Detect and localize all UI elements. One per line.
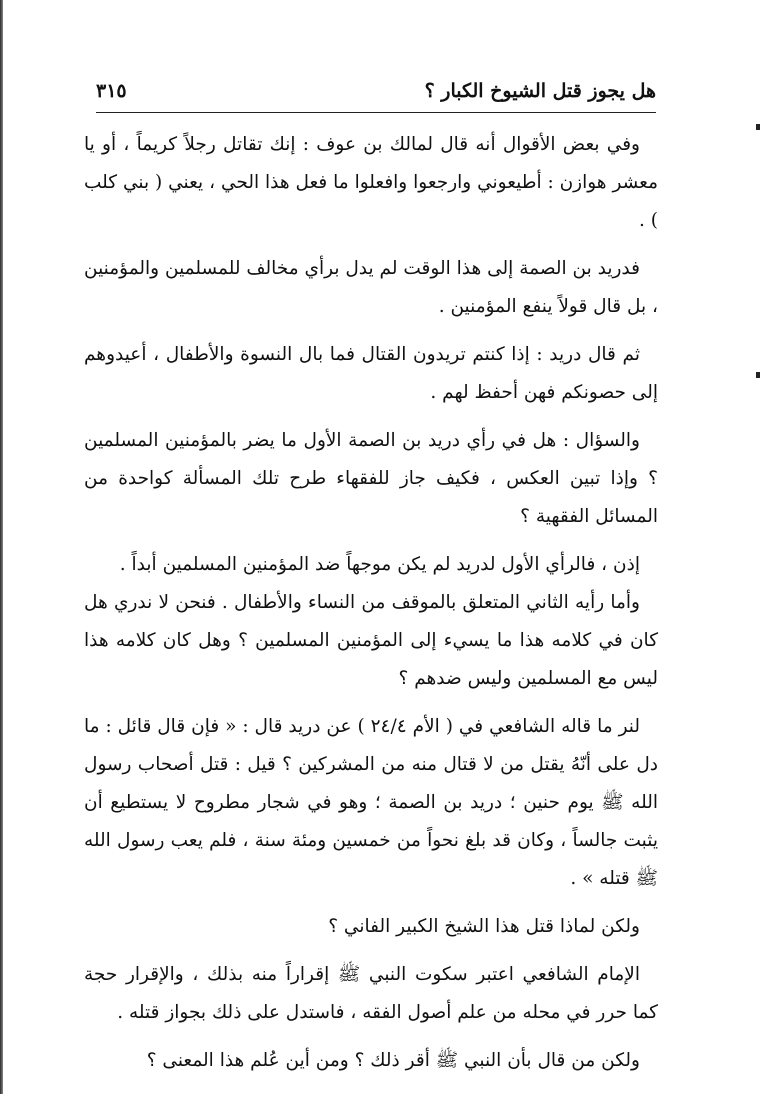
paragraph: ولكن لماذا قتل هذا الشيخ الكبير الفاني ؟ bbox=[328, 916, 640, 937]
paragraph: وأما رأيه الثاني المتعلق بالموقف من النساء والأطفال . فنحن لا ندري هل كان في كلامه هذا ما يسيء إلى المؤمنين المسلمين ؟ وهل كان كلامه هذا ليس مع المسلمين وليس ضدهم ؟ bbox=[84, 592, 658, 689]
page-binding-edge bbox=[0, 0, 3, 1094]
paragraph: فدريد بن الصمة إلى هذا الوقت لم يدل برأي مخالف للمسلمين والمؤمنين ، بل قال قولاً ينفع المؤمنين . bbox=[84, 258, 658, 317]
margin-mark bbox=[756, 372, 760, 378]
paragraph: ولكن من قال بأن النبي ﷺ أقر ذلك ؟ ومن أين عُلم هذا المعنى ؟ bbox=[146, 1050, 640, 1071]
margin-mark bbox=[756, 124, 760, 130]
page-number: ٣١٥ bbox=[96, 80, 127, 102]
header-rule bbox=[96, 112, 656, 113]
paragraph: ثم قال دريد : إذا كنتم تريدون القتال فما بال النسوة والأطفال ، أعيدوهم إلى حصونكم فهن أحفظ لهم . bbox=[84, 344, 658, 403]
page-body bbox=[84, 126, 658, 1090]
paragraph: الإمام الشافعي اعتبر سكوت النبي ﷺ إقراراً منه بذلك ، والإقرار حجة كما حرر في محله من علم أصول الفقه ، فاستدل على ذلك بجواز قتله . bbox=[84, 964, 658, 1023]
paragraph: لنر ما قاله الشافعي في ( الأم ٢٤/٤ ) عن دريد قال : « فإن قال قائل : ما دل على أنّهُ يقتل من لا قتال منه من المشركين ؟ قيل : قتل أصحاب رسول الله ﷺ يوم حنين ؛ دريد بن الصمة ؛ وهو في شجار مطروح لا يستطيع أن يثبت جالساً ، وكان قد بلغ نحواً من خمسين ومئة سنة ، فلم يعب رسول الله ﷺ قتله » . bbox=[84, 716, 658, 889]
paragraph: وفي بعض الأقوال أنه قال لمالك بن عوف : إنك تقاتل رجلاً كريماً ، أو يا معشر هوازن : أطيعوني وارجعوا وافعلوا ما فعل هذا الحي ، يعني ( بني كلب ) . bbox=[84, 134, 658, 231]
running-title: هل يجوز قتل الشيوخ الكبار ؟ bbox=[424, 80, 656, 102]
page-header bbox=[96, 80, 656, 114]
paragraph: والسؤال : هل في رأي دريد بن الصمة الأول ما يضر بالمؤمنين المسلمين ؟ وإذا تبين العكس ، فكيف جاز للفقهاء طرح تلك المسألة كواحدة من المسائل الفقهية ؟ bbox=[84, 430, 658, 527]
paragraph: إذن ، فالرأي الأول لدريد لم يكن موجهاً ضد المؤمنين المسلمين أبداً . bbox=[119, 554, 640, 575]
